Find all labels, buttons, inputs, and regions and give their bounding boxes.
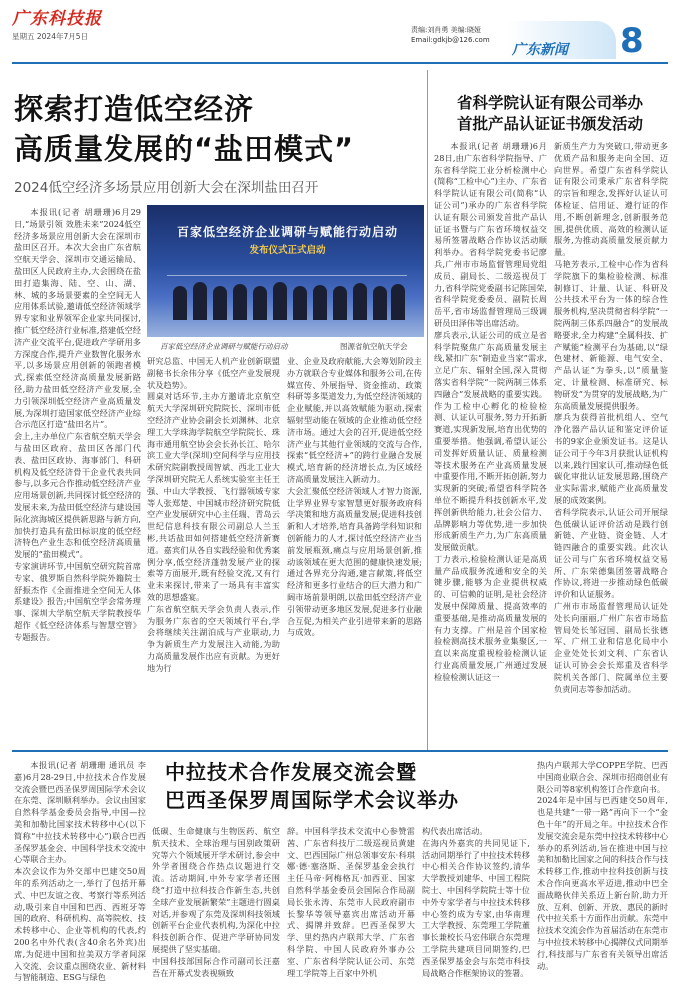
photo-banner-title: 百家低空经济企业调研与赋能行动启动 — [176, 225, 398, 239]
editor-credit: 责编:刘肖勇 美编:晓娅 — [411, 26, 481, 34]
bottom-article-col3 — [287, 826, 415, 998]
bottom-article-col4 — [422, 826, 530, 998]
photo-banner-subtitle: 发布仪式正式启动 — [249, 245, 326, 256]
lead-col2-text: 研究总监、中国无人机产业创新联盟副秘书长余伟分享《低空产业发展现状及趋势》。 圆桌对话环节,主办方邀请北京航空航天大学深圳研究院院长、深圳市低空经济产业协会副会长刘渊林、北京理工大学珠海学院航空学院院长、珠海市通用航空协会会长孙长江、哈尔滨工业大学(深圳)空间科学与应用技术研究院副教授周智斌、西北工业大学深圳研究院无人系统实验室主任王强、中山大学教授、飞行器领域专家等人张郑楚、中国城市经济研究院低空产业发展研究中心主任瑞、青岛云世纪信息科技有限公司副总人兰玉彬,共话盐田如何搭建低空经济新赛道。嘉宾们从各自实践经验和优秀案例分享,低空经济蓬勃发展产业的探索等方面展开,既有经验交流,又有行业未来探讨,带来了一场具有丰富实效的思想盛宴。 广东省航空航天学会负责人表示,作为服务广东省的空天领域行平台,学会将继续关注湖泊成与产业联动,力争为新质生产力发展注入动能,为助力高质量发展作出应有贡献。为更好地为行 — [147, 356, 280, 673]
masthead-divider — [12, 62, 668, 64]
lead-article-col3 — [287, 356, 422, 746]
bottom-headline — [165, 758, 495, 814]
bottom-col5-text: 热内卢联邦大学COPPE学院、巴西中国商业联合会、深圳市招商创业有限公司等8家机构签订合作意向书。 2024年是中国与巴西建交50周年,也是共建“一带一路”再向下一个“金色十年”的开局之年。中拉技术合作发展交流会是东莞中拉技术转移中心举办的系列活动,旨在推进中国与拉美和加勒比国家之间的科技合作与技术转移工作,推动中拉科技创新与技术合作向更高水平迈进,推动中巴全面战略伙伴关系迈上新台阶,助力开放、互利、创新、开放、惠民的新时代中拉关系十方面作出贡献。东莞中拉技术交流会作为首届活动在东莞市与中拉技术转移中心揭牌仪式同期举行,科技部与广东省有关领导出席活动。 — [537, 760, 668, 971]
event-photo — [147, 205, 424, 337]
photo-caption: 百家低空经济企业调研与赋能行动启动 — [160, 342, 288, 351]
bottom-article-col1 — [14, 760, 146, 998]
lead-headline — [14, 89, 414, 169]
lead-article-col2 — [147, 356, 280, 746]
newspaper-logo: 广东科技报 — [12, 9, 102, 29]
issue-date: 星期五 2024年7月5日 — [12, 32, 89, 41]
bottom-col4-text: 构代表出席活动。 在海内外嘉宾的共同见证下,活动同期举行了中拉技术转移中心相关合作协议签约,清华大学教授刘建华、中国工程院院士、中国科学院院士等十位中外专家学者与中拉技术转移中心签约成为专家,由华南理工大学教授、东莞理工学院董事长兼校长马宏伟联合东莞理工学院共建项目同期签约,巴西圣保罗基金会与东莞市科技局战略合作框架协议的签署。 — [422, 826, 530, 978]
lead-article-col1 — [14, 207, 141, 747]
page-number: 8 — [620, 21, 644, 61]
section-name: 广东新闻 — [512, 42, 568, 58]
lead-headline-line1: 探索打造低空经济 — [14, 92, 255, 126]
lead-subheadline: 2024低空经济多场景应用创新大会在深圳盐田召开 — [14, 180, 319, 196]
column-divider — [427, 70, 428, 750]
bottom-headline-line1: 中拉技术合作发展交流会暨 — [165, 760, 417, 784]
bottom-article-col5 — [537, 760, 668, 998]
section-divider — [12, 750, 668, 752]
right-headline — [432, 93, 668, 135]
photo-credit: 图源省航空航天学会 — [340, 342, 408, 351]
bottom-headline-line2: 巴西圣保罗周国际学术会议举办 — [165, 788, 459, 812]
right-headline-line1: 省科学院认证有限公司举办 — [456, 94, 643, 112]
lead-col3-text: 业、企业及政府献能,大会筹划阶段主办方就联合专业媒体和服务公司,在传媒宣传、外展指导、资金推动、政策科研等多渠道发力,为低空经济领域的企业赋能,并以高效赋能为驱动,探索辐射型动能在领域的企业推动低空经济市场。通过大会的召开,促进低空经济产业与其他行业领域的交流与合作,探索“低空经济+”的跨行业融合发展模式,培育新的经济增长点,为区域经济高质量发展注入新动力。 大会汇聚低空经济领域人才智力资源,让学界业界专家智慧更好服务政府科学决策和地方高质量发展;促进科技创新和人才培养,培育具备跨学科知识和创新能力的人才,探讨低空经济产业当前发展瓶颈,痛点与应用场景创新,推动该领域在更大范围的健康快速发展;通过各界充分沟通,建言献策,将低空经济和更多行业结合的巨大潜力和广阔市场前景明朗,以盐田低空经济产业引领带动更多地区发展,促进多行业融合互促,为相关产业引进带来新的思路与成效。 — [287, 356, 422, 638]
right-col2-text: 新质生产力为突破口,带动更多优质产品和服务走向全国、迈向世界。希望广东省科学院认证有限公司秉承广东省科学院的宗旨和理念,发挥好认证认可体检证、信用证、遵行证的作用,不断创新理念,创新服务范围,提供优质、高效的检测认证服务,为推动高质量发展贡献力量。 马艳芳表示,工检中心作为省科学院旗下的集检验检测、标准制修订、计量、认证、科研及公共技术平台为一体的综合性服务机构,坚决贯彻省科学院“一院两制三体系四融合”的发展战略要求,全力构建“全属科技、扩产赋能”检测平台为基础,以“绿色建材、新能源、电气安全、产品认证”为拳头,以“质量鉴定、计量检测、标准研究、标物研发”为贯穿的发展战略,为广东高质量发展提供服务。 廖兵为获得首批机组人、空气净化器产品认证和鉴定评价证书的9家企业颁发证书。这是认证公司于今年3月获批认证机构以来,践行国家认可,推动绿色低碳化审批认证发展思路,围绕产业实际需求,赋能产业高质量发展的成效案例。 省科学院表示,认证公司开展绿色低碳认证评价活动是践行创新链、产业链、资金链、人才链四融合的重要实践。此次认证公司与广东省环境权益交易所、广东荣德集团签署战略合作协议,将进一步推动绿色低碳评价和认证服务。 广州市市场监督管理局认证处处长向丽丽,广州广东省市场监管局处长邹冠国、副局长张德军、广州工业和信息化局中小企业处处长刘文利、广东省认证认可协会会长郑重及省科学院机关各部门、院属单位主要负责同志等参加活动。 — [554, 141, 668, 694]
right-article-col1 — [434, 141, 547, 749]
right-article-col2 — [554, 141, 668, 749]
photo-people-silhouettes — [167, 275, 407, 320]
right-col1-text: 本报讯(记者 胡珊珊)6月28日,由广东省科学院指导、广东省科学院工业分析检测中心(简称“工检中心”)主办、广东省科学院认证有限公司(简称“认证公司”)承办的广东省科学院认证有限公司颁发首批产品认证证书暨与广东省环境权益交易所签署战略合作协议活动顺利举办。省科学院党委书记廖兵,广州市市场监督管理局党组成员、副局长、二级巡视员丁力,省科学院党委副书记陈国荣,省科学院党委委员、副院长周岳平,省市场监督管理局三级调研员田泽伟等出席活动。 廖兵表示,认证公司的成立是省科学院聚焦广东高质量发展主线,紧扣广东“制造业当家”需求,立足广东、辐射全国,深入贯彻落实省科学院“一院两制三体系四融合”发展战略的重要实践。作为工检中心孵化的检验检测、认证认可服务,努力开拓新赛道,实现新发展,培育出优势的重要举措。他强调,希望认证公司发挥好质量认证、质量检测等技术服务在产业高质量发展中重要作用,不断开拓创新,努力实现新的突破;希望省科学院各单位不断提升科技创新水平,发挥创新供给能力,社会公信力、品牌影响力等优势,进一步加快形成新质生产力,为广东高质量发展做贡献。 丁力表示,检验检测认证是高质量产品成服务流通和安全的关键步骤,能够为企业提供权威的、可信赖的证明,是社会经济发展中保障质量、提高效率的重要基础,是推动高质量发展的有力支撑。广州是首个国家检验检测高技术服务业集聚区,一直以来高度重视检验检测认证行业高质量发展,广州通过发展检验检测认证这一 — [434, 141, 547, 682]
lead-col1-text: 本报讯(记者 胡珊珊)6月29日,“场景引领 效胜未来”2024低空经济多场景应用创新大会在深圳市盐田区召开。本次大会由广东省航空航天学会、深圳市交通运输局、盐田区人民政府主办,大会围绕在盐田打造集海、陆、空、山、湖、林、城的多场景要素的全空间无人应用体系试验,邀请低空经济领域学界专家和业界领军企业家共同探讨,推广低空经济行业标准,搭建低空经济产业交流平台,促进政产学研用多方深度合作,提升产业数智化服务水平,以多场景应用创新的领跑者模式,探索低空经济高质量发展新路径,助力盐田低空经济产业发展,全力引领深圳低空经济产业高质量发展,为深圳打造国家低空经济产业综合示范区打造“盐田名片”。 会上,主办单位广东省航空航天学会与盐田区政府、盐田区各部门代表、盐田区政协、海事部门、科研机构及低空经济骨干企业代表共同参与,以多元合作推动低空经济产业应用场景创新,共同探讨低空经济的发展未来,为盐田低空经济与建设国际化滨海城区提供新思路与新方向,加快打造具有盐田标识度的低空经济特色产业生态和低空经济高质量发展的“盐田模式”。 专家演讲环节,中国航空研究院首席专家、俄罗斯自然科学院外籍院士舒振杰作《全面推进全空间无人体系建设》报告;中国航空学会常务理事、深圳大学航空航天学院教授华超作《低空经济体系与智慧空管》专题报告。 — [14, 207, 141, 642]
page-credits — [411, 25, 490, 45]
bottom-col3-text: 辞。中国科学技术交流中心参赞雷茜、广东省科技厅二级巡视员黄建文、巴西国际广州总领事安东·科琪娜·德·塞洛斯、圣保罗基金会执行主任马帝·阿梅格瓦·加西亚、国家自然科学基金委员会国际合作局副局长张永涛、东莞市人民政府副市长黎华等领导嘉宾出席活动开幕式、揭牌并致辞。巴西圣保罗大学、里约热内卢联邦大学、广东省科学院、中国人民政府外事办公室、广东省科学院认证公司、东莞理工学院等上百家中外机 — [287, 826, 415, 978]
bottom-article-col2 — [152, 826, 280, 998]
right-headline-line2: 首批产品认证证书颁发活动 — [456, 115, 643, 133]
lead-headline-line2: 高质量发展的“盐田模式” — [14, 132, 355, 166]
bottom-col1-text: 本报讯(记者 胡珊珊 通讯员 李嘉)6月28-29日,中拉技术合作发展交流会暨巴西圣保罗周国际学术会议在东莞、深圳顺利举办。会议由国家自然科学基金委员会指导,中国—拉美和加勒比国家技术转移中心(以下简称“中拉技术转移中心”)联合巴西圣保罗基金会、中国科学技术交流中心等联合主办。 本次会议作为外交部中巴建交50周年的系列活动之一,举行了包括开幕式、中巴友谊之夜、考察行等系列活动,吸引来自中国和巴西、西班牙等国的政府、科研机构、高等院校、技术转移中心、企业等机构的代表,约200名中外代表(含40余名外宾)出席,为促进中国和拉美双方学者间深入交流、会议重点围绕农业、新材料与智能制造、ESG与绿色 — [14, 760, 146, 983]
bottom-col2-text: 低碳、生命健康与生物医药、航空航天技术、全球治理与国别政策研究等六个领域展开学术研讨,参会中外学者围绕合作热点议题进行交流。活动期间,中外专家学者还围绕“打造中拉科技合作新生态,共创全球产业发展新繁荣”主题进行圆桌对话,并参观了东莞及深圳科技领域创新平台企业代表机构,为深化中拉科技创新合作、促进产学研协同发展提供了坚实基础。 中国科技部国际合作司副司长汪嘉吾在开幕式发表视频致 — [152, 826, 280, 978]
editor-email: Email:gdkjb@126.com — [411, 36, 490, 44]
